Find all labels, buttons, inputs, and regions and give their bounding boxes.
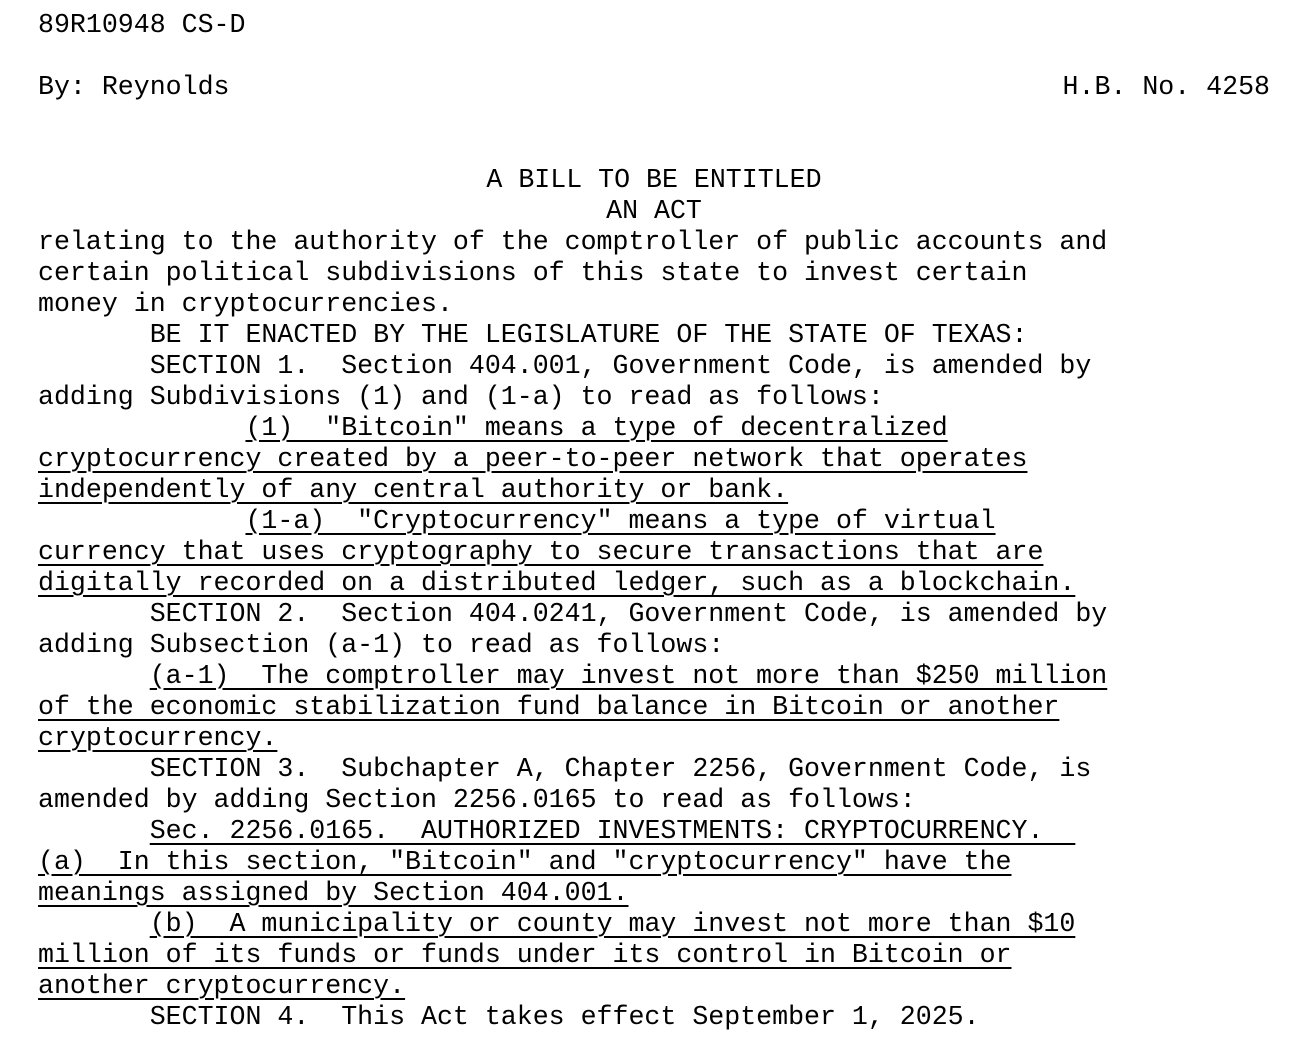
sec-2256-0165-b	[38, 940, 1270, 971]
text-segment: adding Subdivisions (1) and (1-a) to read as follows:	[38, 382, 884, 412]
section-3	[38, 754, 1270, 785]
text-segment: SECTION 3. Subchapter A, Chapter 2256, Government Code, is	[38, 754, 1092, 784]
text-segment: By: Reynolds	[38, 72, 230, 102]
blank-line	[38, 103, 1270, 134]
underlined-new-language: meanings assigned by Section 404.001.	[38, 878, 629, 908]
text-segment	[38, 661, 150, 691]
bill-caption	[38, 165, 1270, 196]
text-segment	[38, 413, 245, 443]
sec-2256-0165-a	[38, 878, 1270, 909]
relating-clause	[38, 289, 1270, 320]
text-segment: A BILL TO BE ENTITLED	[486, 165, 822, 195]
text-segment: SECTION 2. Section 404.0241, Government Code, is amended by	[38, 599, 1108, 629]
blank-line	[38, 41, 1270, 72]
relating-clause	[38, 258, 1270, 289]
act-heading	[38, 196, 1270, 227]
text-segment: BE IT ENACTED BY THE LEGISLATURE OF THE STATE OF TEXAS:	[38, 320, 1028, 350]
underlined-new-language: another cryptocurrency.	[38, 971, 406, 1001]
sec-2256-0165-b	[38, 971, 1270, 1002]
subsection-a1	[38, 661, 1270, 692]
text-segment	[38, 816, 150, 846]
text-segment: money in cryptocurrencies.	[38, 289, 453, 319]
underlined-new-language: (b) A municipality or county may invest not more than $10	[149, 909, 1076, 939]
text-segment: certain political subdivisions of this state to invest certain	[38, 258, 1028, 288]
underlined-new-language: cryptocurrency created by a peer-to-peer network that operates	[38, 444, 1028, 474]
relating-clause	[38, 227, 1270, 258]
underlined-new-language: of the economic stabilization fund balance in Bitcoin or another	[38, 692, 1060, 722]
subdivision-1	[38, 413, 1270, 444]
underlined-new-language: currency that uses cryptography to secure transactions that are	[38, 537, 1044, 567]
subdivision-1	[38, 475, 1270, 506]
author	[38, 72, 230, 103]
text-segment: 89R10948 CS-D	[38, 10, 246, 40]
sec-2256-0165-b	[38, 909, 1270, 940]
subsection-a1	[38, 723, 1270, 754]
text-segment	[38, 506, 245, 536]
underlined-new-language: cryptocurrency.	[38, 723, 278, 753]
enacting-clause	[38, 320, 1270, 351]
section-1	[38, 382, 1270, 413]
text-segment: adding Subsection (a-1) to read as follows:	[38, 630, 725, 660]
section-2	[38, 599, 1270, 630]
underlined-new-language: (1-a) "Cryptocurrency" means a type of virtual	[245, 506, 996, 536]
text-segment: SECTION 1. Section 404.001, Government Code, is amended by	[38, 351, 1092, 381]
subdivision-1a	[38, 537, 1270, 568]
section-2	[38, 630, 1270, 661]
section-1	[38, 351, 1270, 382]
underlined-new-language: digitally recorded on a distributed ledger, such as a blockchain.	[38, 568, 1076, 598]
subdivision-1	[38, 444, 1270, 475]
underlined-new-language: (a-1) The comptroller may invest not more than $250 million	[149, 661, 1108, 691]
subdivision-1a	[38, 568, 1270, 599]
subsection-a1	[38, 692, 1270, 723]
blank-line	[38, 134, 1270, 165]
text-segment	[38, 909, 150, 939]
text-segment: amended by adding Section 2256.0165 to read as follows:	[38, 785, 916, 815]
author-and-bill-number	[38, 72, 1270, 103]
underlined-new-language: (1) "Bitcoin" means a type of decentralized	[245, 413, 948, 443]
text-segment: relating to the authority of the comptroller of public accounts and	[38, 227, 1108, 257]
text-segment: SECTION 4. This Act takes effect September 1, 2025.	[38, 1002, 980, 1032]
sec-2256-0165-a	[38, 847, 1270, 878]
subdivision-1a	[38, 506, 1270, 537]
underlined-new-language: independently of any central authority or bank.	[38, 475, 789, 505]
underlined-new-language: Sec. 2256.0165. AUTHORIZED INVESTMENTS: CRYPTOCURRENCY.	[149, 816, 1076, 846]
sec-2256-0165	[38, 816, 1270, 847]
underlined-new-language: (a) In this section, "Bitcoin" and "cryptocurrency" have the	[38, 847, 1012, 877]
text-segment: AN ACT	[606, 196, 702, 226]
section-4	[38, 1002, 1270, 1033]
filing-code	[38, 10, 1270, 41]
bill-number: H.B. No. 4258	[1062, 72, 1270, 102]
section-3	[38, 785, 1270, 816]
underlined-new-language: million of its funds or funds under its control in Bitcoin or	[38, 940, 1012, 970]
